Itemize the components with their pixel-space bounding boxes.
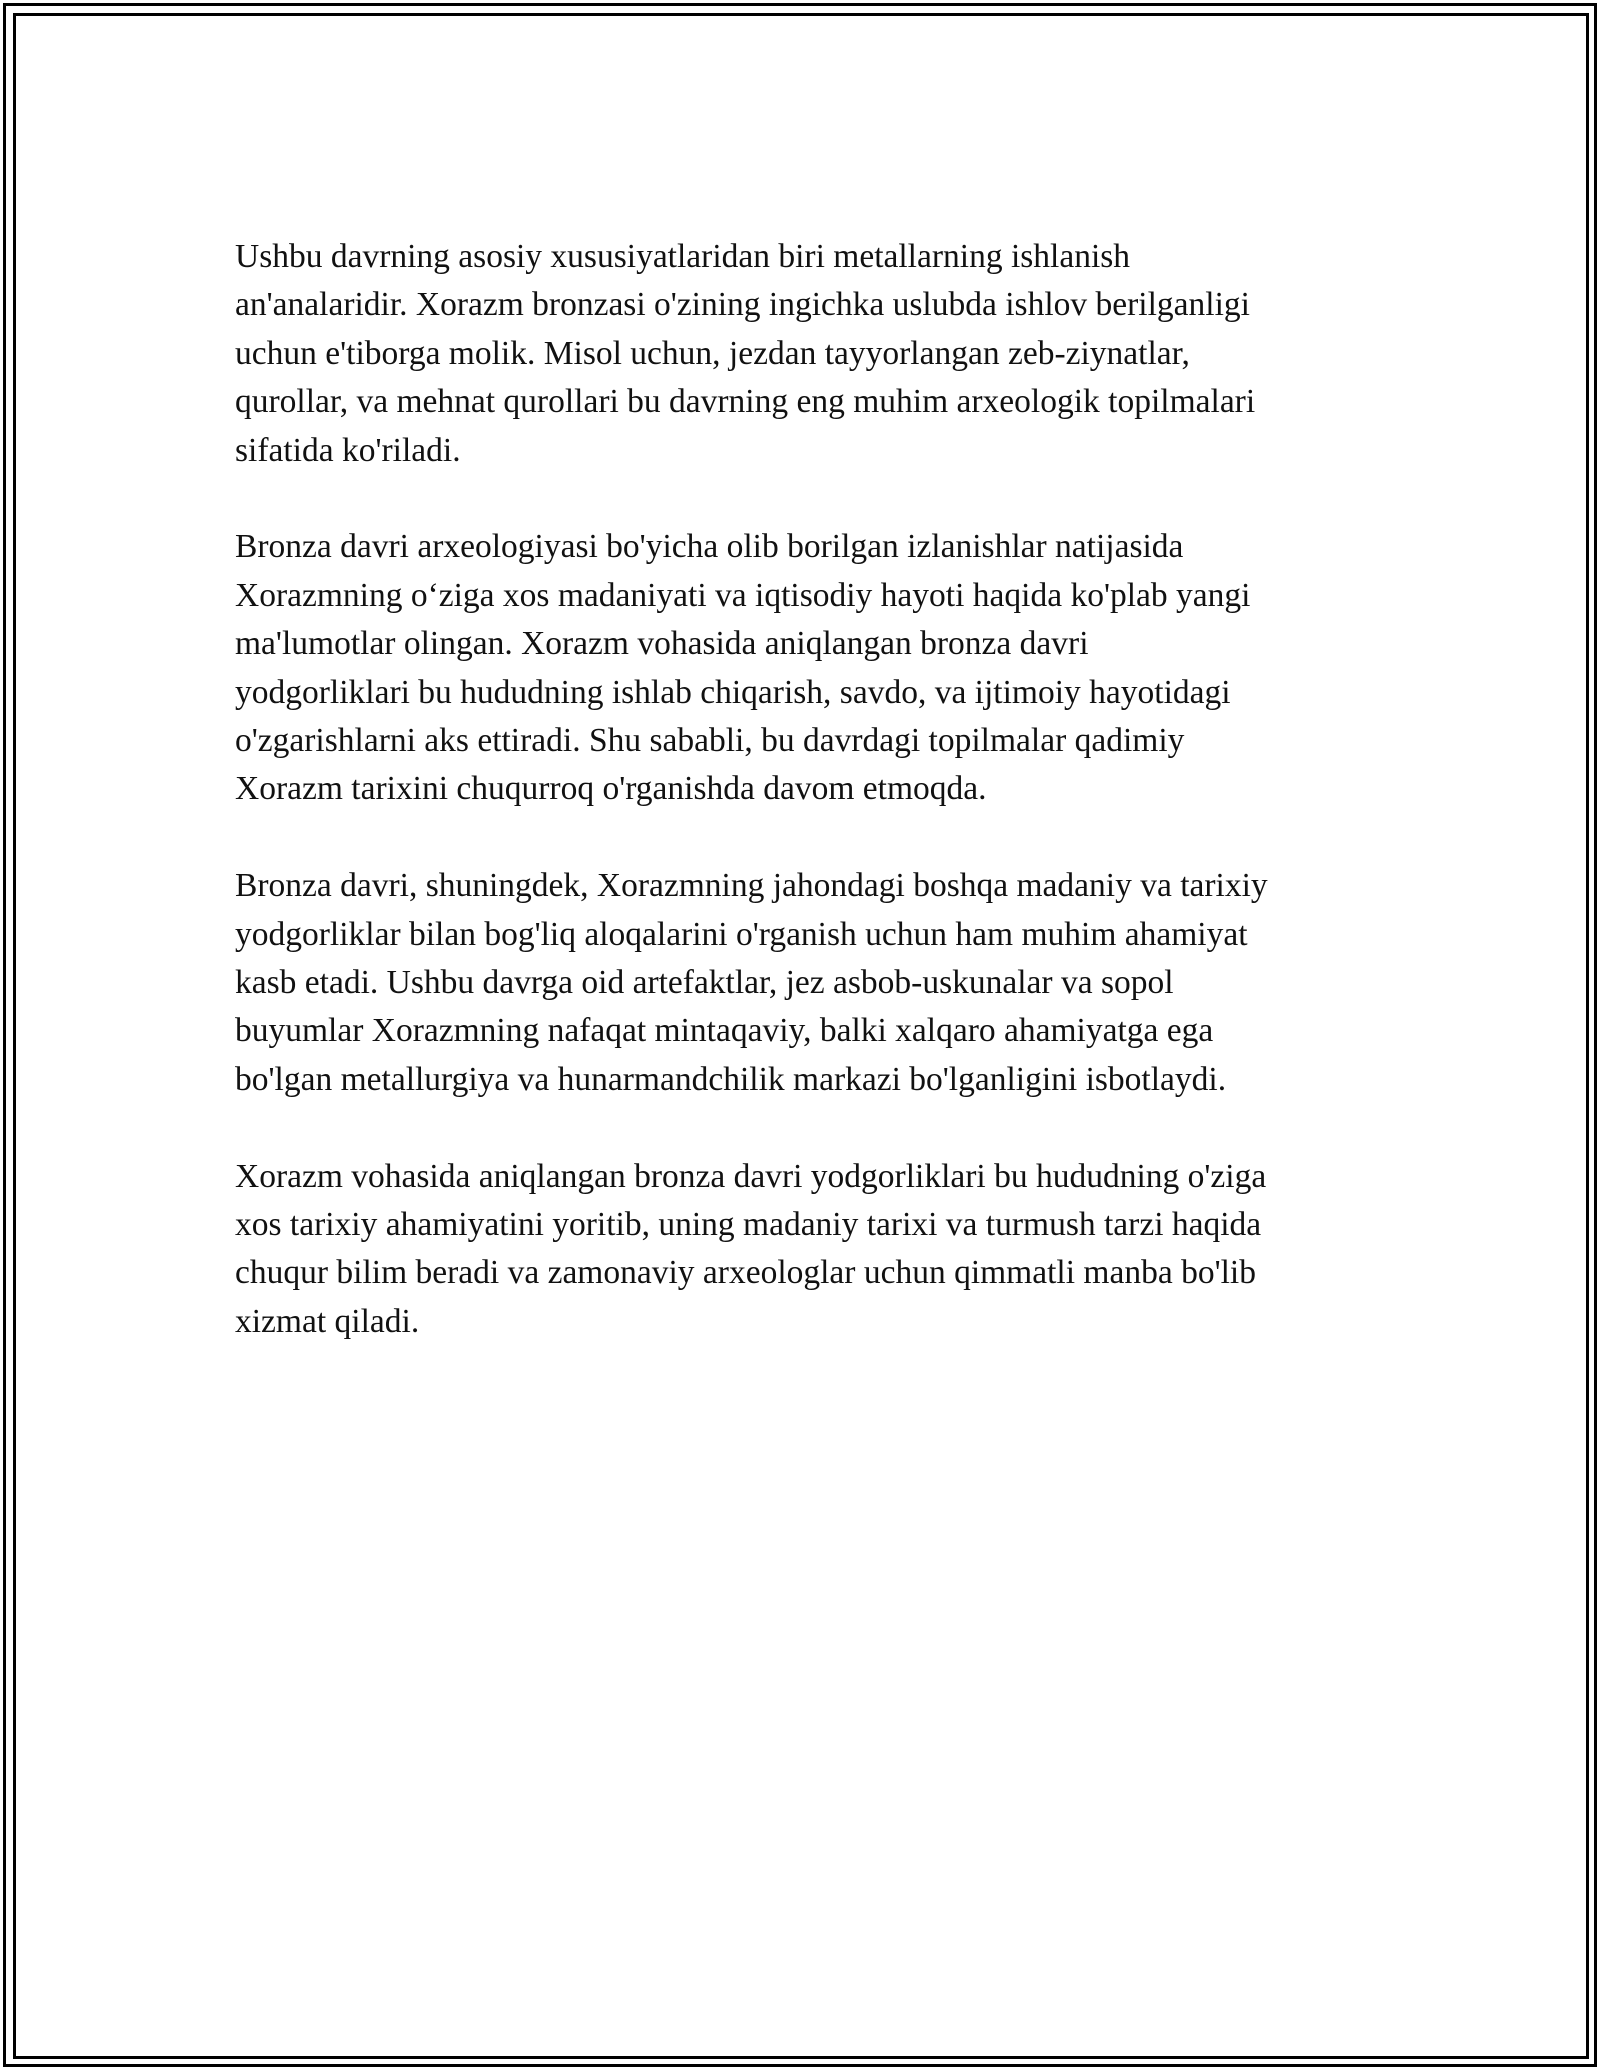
document-body [235,233,1385,1395]
paragraph-3: Bronza davri, shuningdek, Xorazmning jahondagi boshqa madaniy va tarixiy yodgorliklar bilan bog'liq aloqalarini o'rganish uchun ham muhim ahamiyat kasb etadi. Ushbu davrga oid artefaktlar, jez asbob-uskunalar va sopol buyumlar Xorazmning nafaqat mintaqaviy, balki xalqaro ahamiyatga ega bo'lgan metallurgiya va hunarmandchilik markazi bo'lganligini isbotlaydi. [235,867,1268,1098]
paragraph-1: Ushbu davrning asosiy xususiyatlaridan biri metallarning ishlanish an'analaridir. Xorazm bronzasi o'zining ingichka uslubda ishlov berilganligi uchun e'tiborga molik. Misol uchun, jezdan tayyorlangan zeb-ziynatlar, qurollar, va mehnat qurollari bu davrning eng muhim arxeologik topilmalari sifatida ko'riladi. [235,238,1256,469]
paragraph-2: Bronza davri arxeologiyasi bo'yicha olib borilgan izlanishlar natijasida Xorazmning o‘ziga xos madaniyati va iqtisodiy hayoti haqida ko'plab yangi ma'lumotlar olingan. Xorazm vohasida aniqlangan bronza davri yodgorliklari bu hududning ishlab chiqarish, savdo, va ijtimoiy hayotidagi o'zgarishlarni aks ettiradi. Shu sababli, bu davrdagi topilmalar qadimiy Xorazm tarixini chuqurroq o'rganishda davom etmoqda. [235,528,1251,808]
paragraph-4: Xorazm vohasida aniqlangan bronza davri yodgorliklari bu hududning o'ziga xos tarixiy ahamiyatini yoritib, uning madaniy tarixi va turmush tarzi haqida chuqur bilim beradi va zamonaviy arxeologlar uchun qimmatli manba bo'lib xizmat qiladi. [235,1157,1267,1340]
